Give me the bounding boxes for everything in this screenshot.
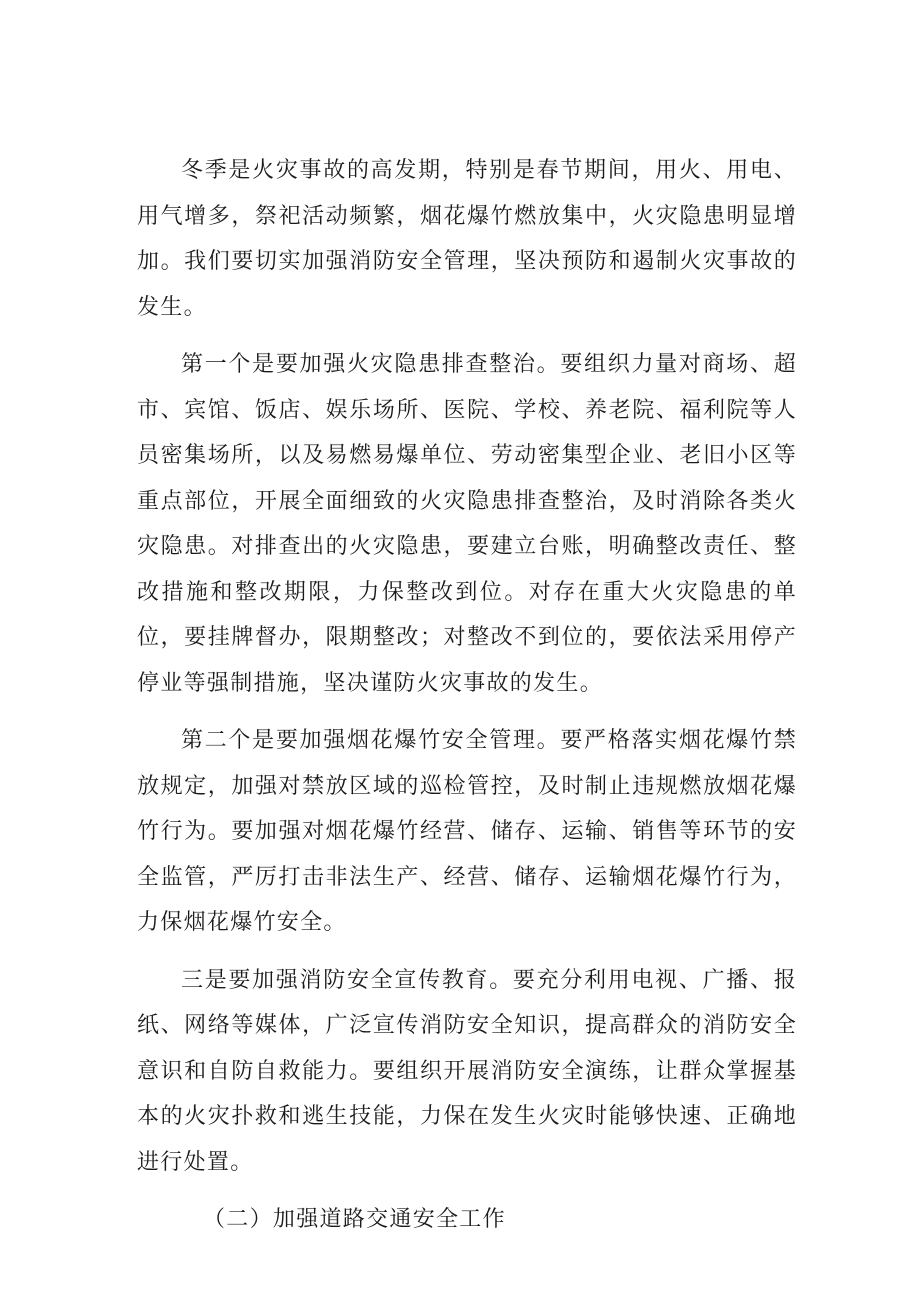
document-body	[137, 148, 797, 1243]
paragraph-hazard-inspection: 第一个是要加强火灾隐患排查整治。要组织力量对商场、超市、宾馆、饭店、娱乐场所、医院、学校、养老院、福利院等人员密集场所，以及易燃易爆单位、劳动密集型企业、老旧小区等重点部位，开展全面细致的火灾隐患排查整治，及时消除各类火灾隐患。对排查出的火灾隐患，要建立台账，明确整改责任、整改措施和整改期限，力保整改到位。对存在重大火灾隐患的单位，要挂牌督办，限期整改；对整改不到位的，要依法采用停产停业等强制措施，坚决谨防火灾事故的发生。	[137, 352, 797, 696]
paragraph-fire-safety-education: 三是要加强消防安全宣传教育。要充分利用电视、广播、报纸、网络等媒体，广泛宣传消防安全知识，提高群众的消防安全意识和自防自救能力。要组织开展消防安全演练，让群众掌握基本的火灾扑救和逃生技能，力保在发生火灾时能够快速、正确地进行处置。	[137, 967, 797, 1175]
paragraph-winter-fire-risk: 冬季是火灾事故的高发期，特别是春节期间，用火、用电、用气增多，祭祀活动频繁，烟花爆竹燃放集中，火灾隐患明显增加。我们要切实加强消防安全管理，坚决预防和遏制火灾事故的发生。	[137, 158, 797, 320]
paragraph-fireworks-management: 第二个是要加强烟花爆竹安全管理。要严格落实烟花爆竹禁放规定，加强对禁放区域的巡检管控，及时制止违规燃放烟花爆竹行为。要加强对烟花爆竹经营、储存、运输、销售等环节的安全监管，严厉打击非法生产、经营、储存、运输烟花爆竹行为，力保烟花爆竹安全。	[137, 728, 797, 935]
section-subheading: （二）加强道路交通安全工作	[203, 1207, 506, 1232]
